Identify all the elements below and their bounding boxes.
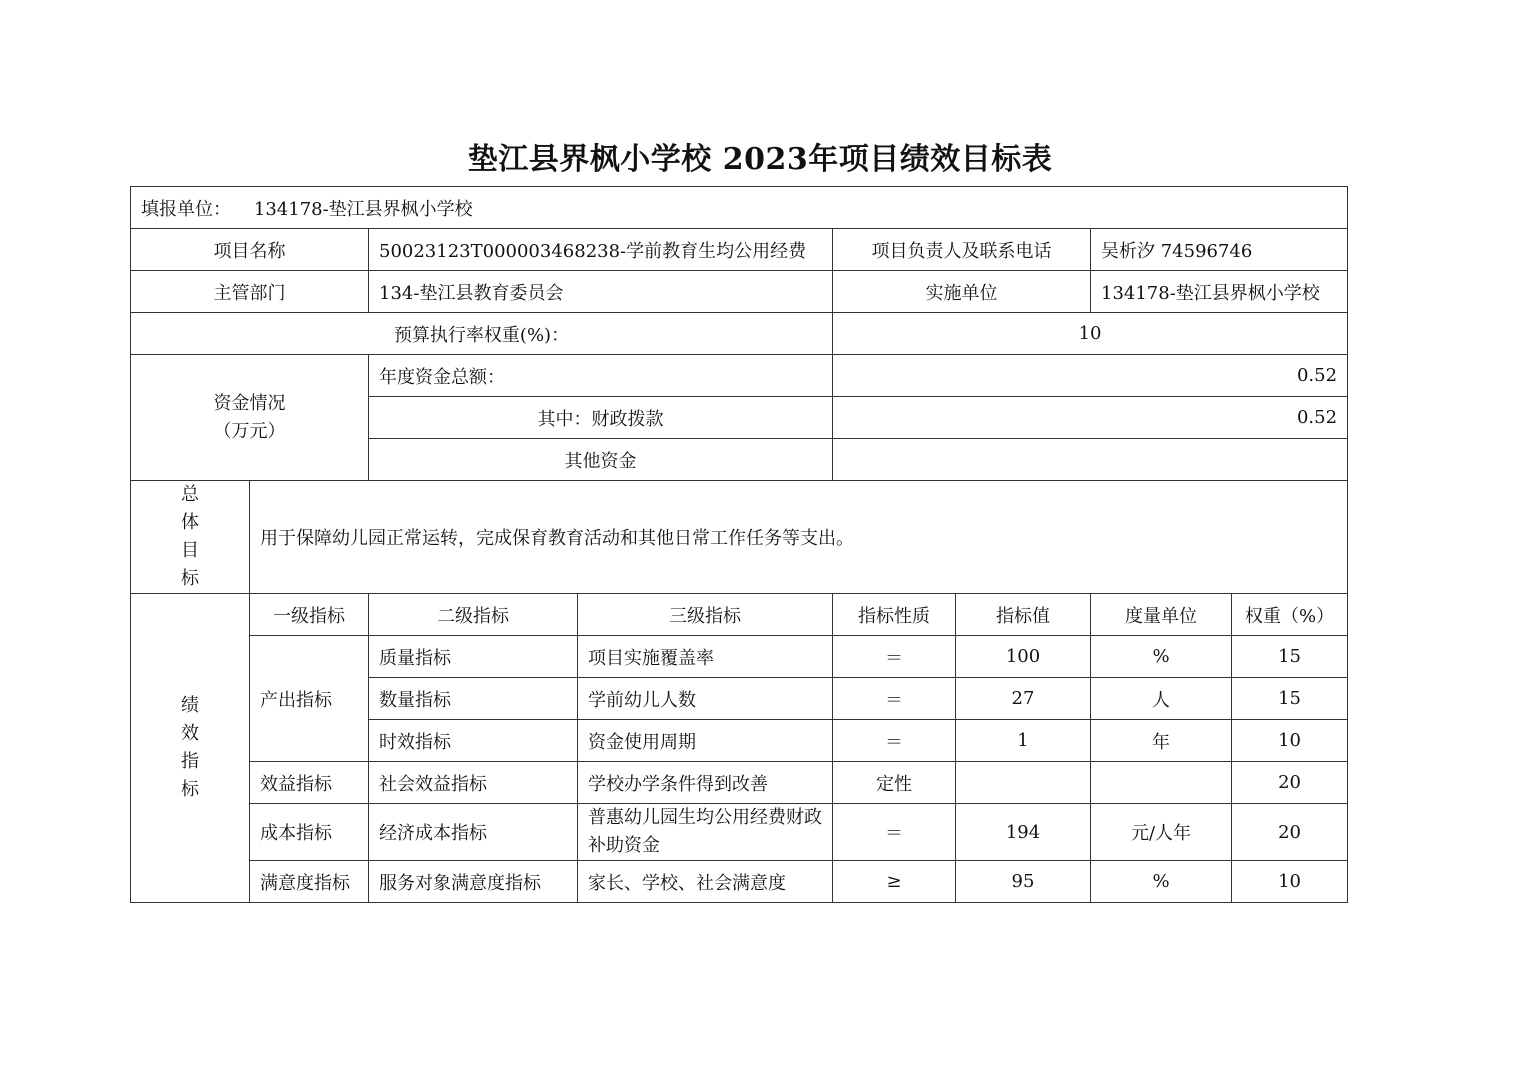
- reporting-unit-label: 填报单位：: [141, 198, 231, 220]
- funds-other-label: 其他资金: [369, 439, 833, 481]
- header-unit: 度量单位: [1091, 594, 1232, 636]
- department-value: 134-垫江县教育委员会: [369, 271, 833, 313]
- header-level2: 二级指标: [369, 594, 578, 636]
- overall-goal-text: 用于保障幼儿园正常运转，完成保育教育活动和其他日常工作任务等支出。: [250, 481, 1348, 594]
- funds-total-value: 0.52: [833, 355, 1348, 397]
- indicator-weight: 15: [1232, 636, 1348, 678]
- indicator-value: 1: [956, 720, 1091, 762]
- overall-goal-char: 总: [181, 484, 199, 505]
- indicator-weight: 20: [1232, 804, 1348, 861]
- department-label: 主管部门: [131, 271, 369, 313]
- indicator-weight: 15: [1232, 678, 1348, 720]
- indicator-nature: ＝: [833, 678, 956, 720]
- performance-table: [130, 186, 1348, 903]
- indicator-level2: 时效指标: [369, 720, 578, 762]
- performance-indicator-label: [131, 594, 250, 903]
- indicator-value: 100: [956, 636, 1091, 678]
- funds-label: [131, 355, 369, 481]
- indicator-value: 27: [956, 678, 1091, 720]
- indicator-weight: 10: [1232, 720, 1348, 762]
- indicator-unit: [1091, 762, 1232, 804]
- funds-total-row: [131, 355, 1348, 397]
- indicator-label-char: 效: [181, 723, 199, 744]
- indicator-nature: ＝: [833, 636, 956, 678]
- budget-rate-value: 10: [833, 313, 1348, 355]
- overall-goal-char: 体: [181, 512, 199, 533]
- project-contact-label: 项目负责人及联系电话: [833, 229, 1091, 271]
- indicator-unit: %: [1091, 636, 1232, 678]
- project-name-label: 项目名称: [131, 229, 369, 271]
- indicator-level3: 普惠幼儿园生均公用经费财政补助资金: [578, 804, 833, 861]
- header-weight: 权重（%）: [1232, 594, 1348, 636]
- reporting-unit-row: [131, 187, 1348, 229]
- indicator-label-char: 标: [181, 779, 199, 800]
- table-row: [131, 762, 1348, 804]
- implementing-unit-value: 134178-垫江县界枫小学校: [1091, 271, 1348, 313]
- table-row: [131, 636, 1348, 678]
- reporting-unit-cell: [131, 187, 1348, 229]
- indicator-label-char: 绩: [181, 695, 199, 716]
- indicator-level3: 学前幼儿人数: [578, 678, 833, 720]
- indicator-unit: 年: [1091, 720, 1232, 762]
- overall-goal-char: 标: [181, 568, 199, 589]
- table-row: [131, 861, 1348, 903]
- indicator-nature: 定性: [833, 762, 956, 804]
- indicator-unit: 人: [1091, 678, 1232, 720]
- indicator-level2: 社会效益指标: [369, 762, 578, 804]
- indicator-value: 194: [956, 804, 1091, 861]
- header-level3: 三级指标: [578, 594, 833, 636]
- header-value: 指标值: [956, 594, 1091, 636]
- reporting-unit-value: 134178-垫江县界枫小学校: [253, 198, 473, 220]
- department-row: [131, 271, 1348, 313]
- indicator-unit: 元/人年: [1091, 804, 1232, 861]
- indicator-level2: 质量指标: [369, 636, 578, 678]
- indicator-level1: 效益指标: [250, 762, 369, 804]
- funds-label-line2: （万元）: [213, 420, 286, 442]
- indicator-nature: ≥: [833, 861, 956, 903]
- page-title: 垫江县界枫小学校 2023年项目绩效目标表: [467, 142, 1053, 177]
- indicator-nature: ＝: [833, 720, 956, 762]
- project-name-row: [131, 229, 1348, 271]
- indicator-level2: 经济成本指标: [369, 804, 578, 861]
- budget-rate-row: [131, 313, 1348, 355]
- indicator-unit: %: [1091, 861, 1232, 903]
- indicator-level3: 家长、学校、社会满意度: [578, 861, 833, 903]
- implementing-unit-label: 实施单位: [833, 271, 1091, 313]
- indicator-value: [956, 762, 1091, 804]
- indicator-weight: 10: [1232, 861, 1348, 903]
- indicator-level2: 数量指标: [369, 678, 578, 720]
- overall-goal-label: [131, 481, 250, 594]
- indicator-value: 95: [956, 861, 1091, 903]
- header-nature: 指标性质: [833, 594, 956, 636]
- indicator-header-row: [131, 594, 1348, 636]
- header-level1: 一级指标: [250, 594, 369, 636]
- overall-goal-char: 目: [181, 540, 199, 561]
- budget-rate-label: 预算执行率权重(%)：: [131, 313, 833, 355]
- funds-fiscal-label: 其中：财政拨款: [369, 397, 833, 439]
- overall-goal-row: [131, 481, 1348, 594]
- indicator-level1: 产出指标: [250, 636, 369, 762]
- indicator-level2: 服务对象满意度指标: [369, 861, 578, 903]
- indicator-level3: 项目实施覆盖率: [578, 636, 833, 678]
- project-contact-value: 吴析汐 74596746: [1091, 229, 1348, 271]
- project-name-value: 50023123T000003468238-学前教育生均公用经费: [369, 229, 833, 271]
- funds-other-value: [833, 439, 1348, 481]
- table-row: [131, 804, 1348, 861]
- indicator-level3: 学校办学条件得到改善: [578, 762, 833, 804]
- indicator-level3: 资金使用周期: [578, 720, 833, 762]
- funds-total-label: 年度资金总额：: [369, 355, 833, 397]
- indicator-nature: ＝: [833, 804, 956, 861]
- funds-fiscal-value: 0.52: [833, 397, 1348, 439]
- indicator-level1: 满意度指标: [250, 861, 369, 903]
- funds-label-line1: 资金情况: [213, 392, 286, 414]
- indicator-level1: 成本指标: [250, 804, 369, 861]
- indicator-label-char: 指: [181, 751, 199, 772]
- indicator-weight: 20: [1232, 762, 1348, 804]
